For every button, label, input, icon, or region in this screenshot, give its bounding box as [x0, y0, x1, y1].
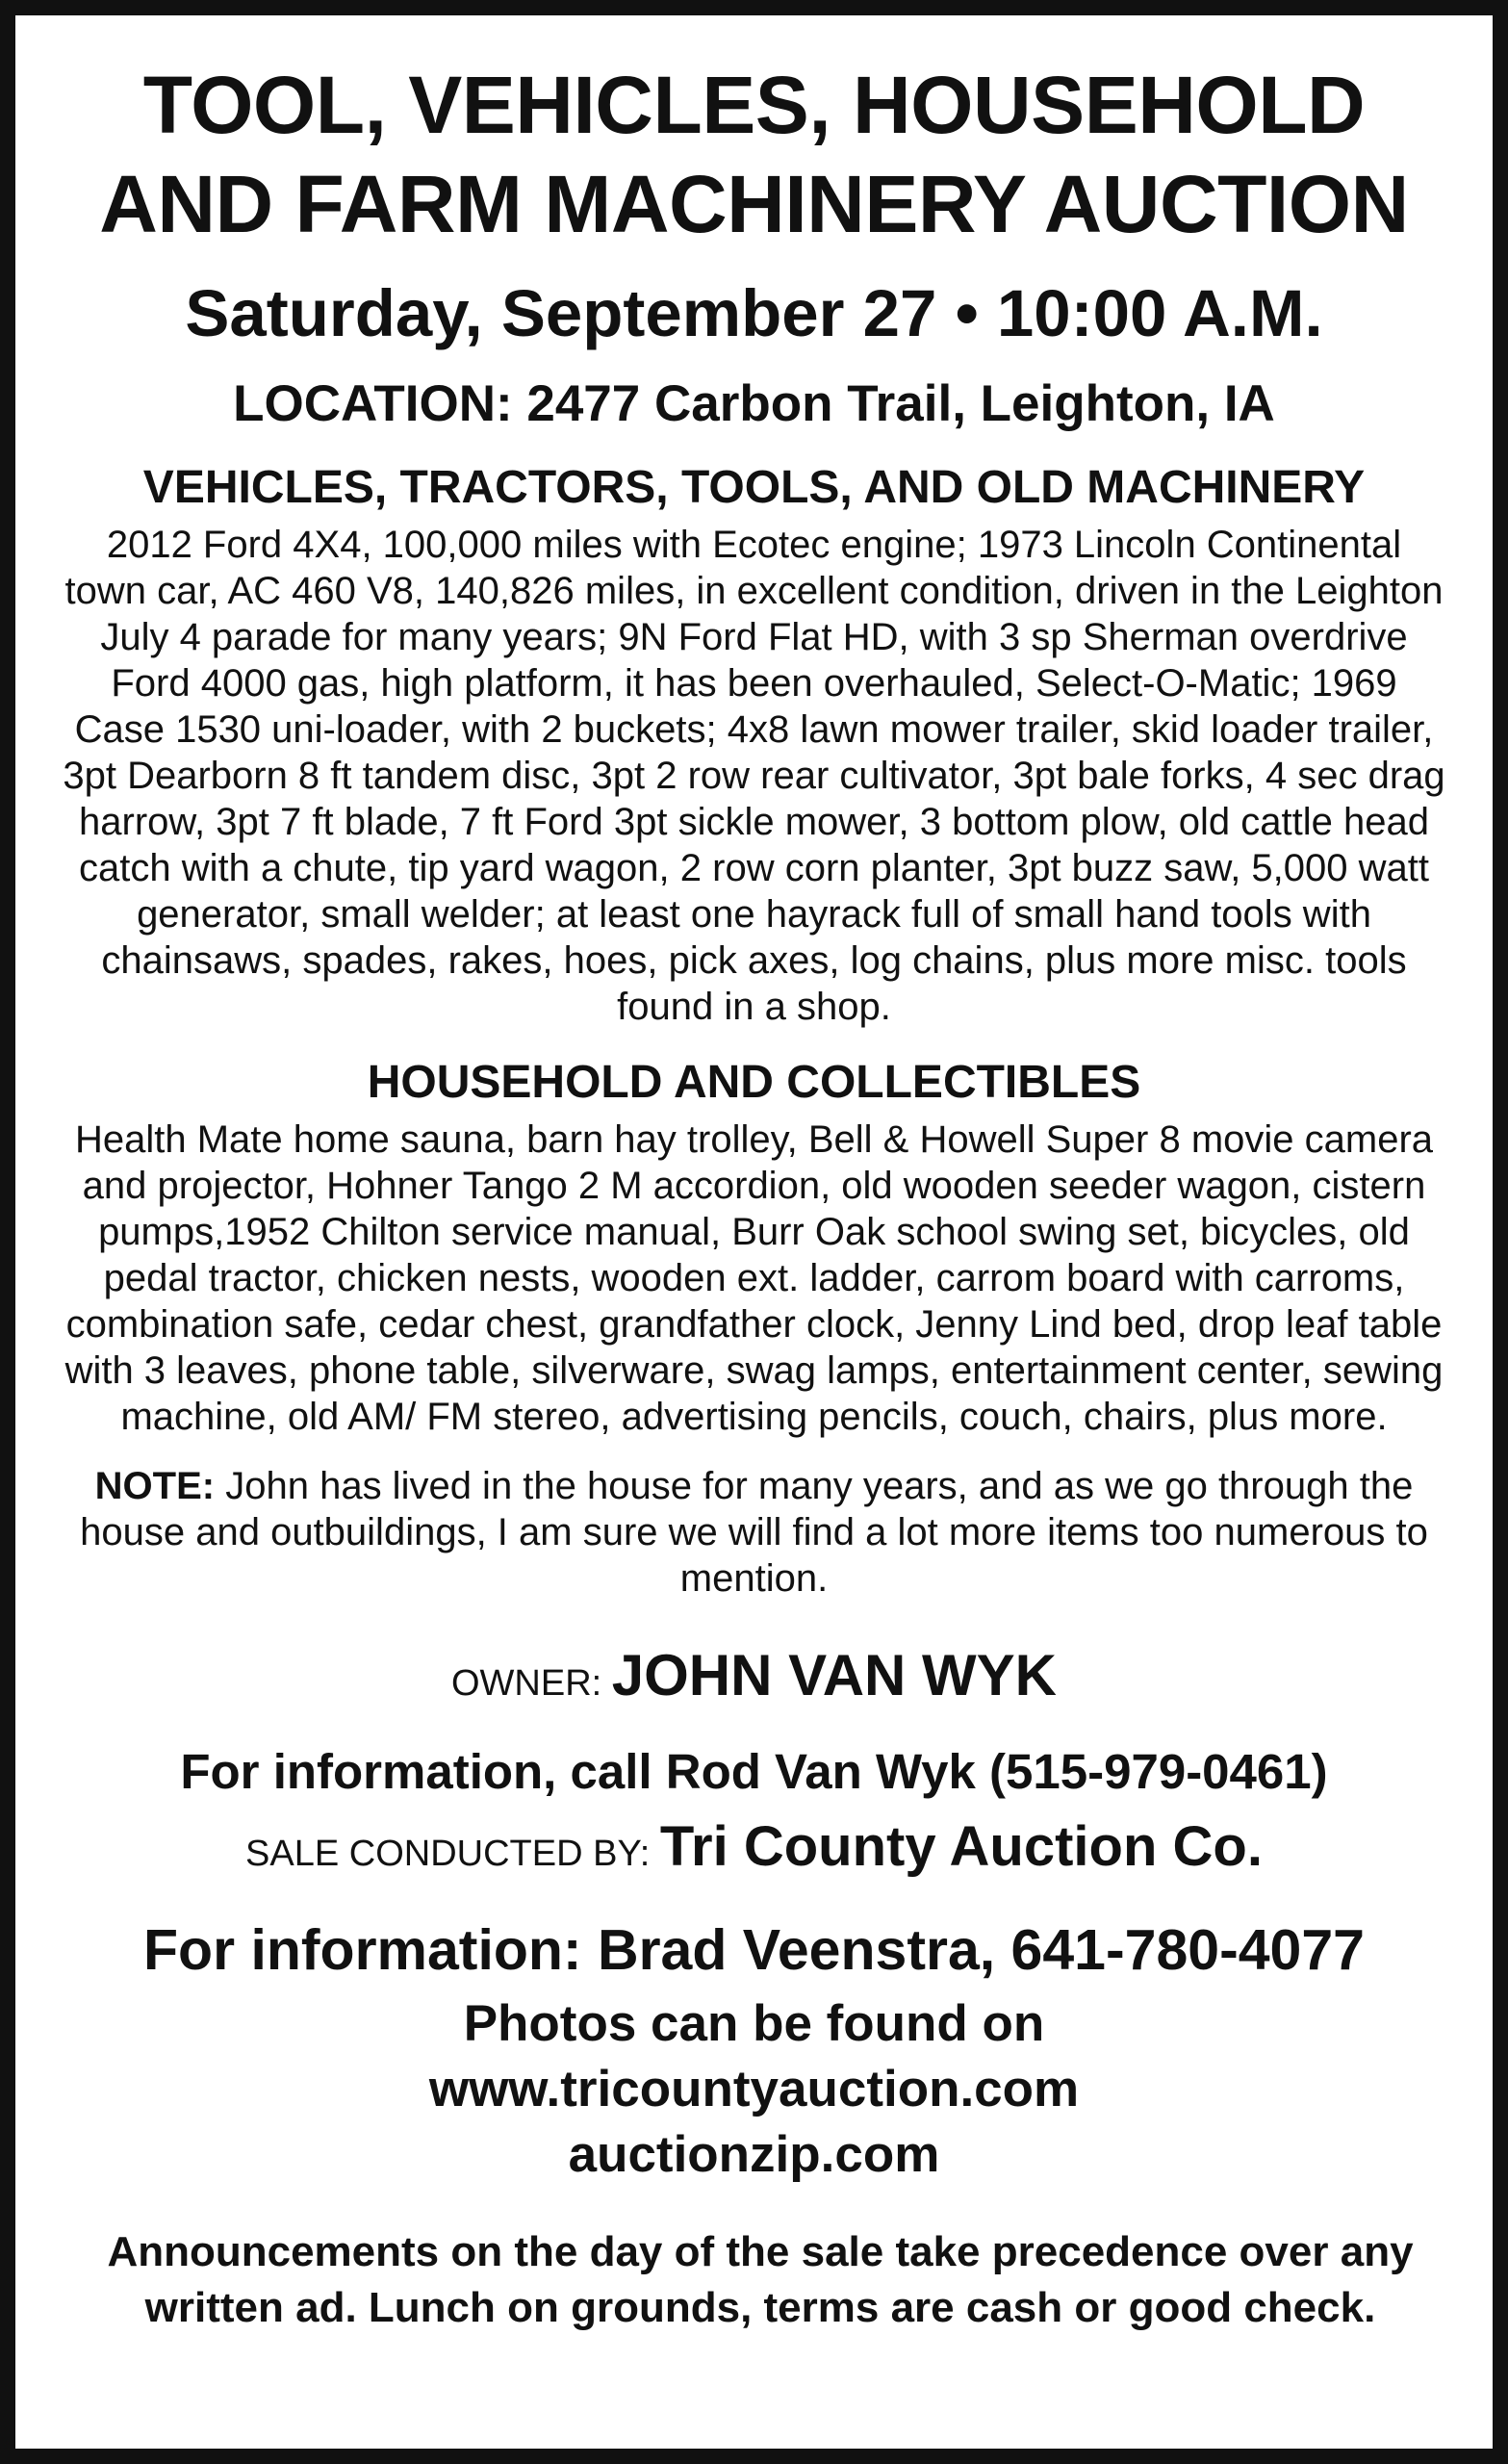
- note-paragraph: [62, 1463, 1447, 1602]
- auction-company: Tri County Auction Co.: [659, 1815, 1263, 1878]
- info-contact-rod: For information, call Rod Van Wyk (515-979-0461): [180, 1744, 1328, 1799]
- footer-line-2: written ad. Lunch on grounds, terms are cash or good check.: [144, 2284, 1376, 2331]
- info-contact-brad: For information: Brad Veenstra, 641-780-4077: [143, 1918, 1365, 1982]
- photos-line: Photos can be found on: [463, 1995, 1045, 2052]
- household-section-heading: HOUSEHOLD AND COLLECTIBLES: [367, 1057, 1141, 1108]
- owner-label: OWNER:: [450, 1663, 612, 1704]
- auction-location: LOCATION: 2477 Carbon Trail, Leighton, IA: [233, 375, 1275, 432]
- sale-label: SALE CONDUCTED BY:: [245, 1834, 660, 1874]
- owner-line: [58, 1642, 1450, 1725]
- footer-line-1: Announcements on the day of the sale take precedence over any: [107, 2228, 1414, 2275]
- note-label: NOTE:: [94, 1465, 216, 1507]
- ad-title: [58, 56, 1450, 254]
- title-line-1: TOOL, VEHICLES, HOUSEHOLD: [142, 60, 1366, 150]
- vehicles-section-text: 2012 Ford 4X4, 100,000 miles with Ecotec engine; 1973 Lincoln Continental town car, AC 460 V8, 140,826 miles, in excellent condition, driven in the Leighton July 4 parade for many years; 9N Ford Flat HD, with 3 sp Sherman overdrive Ford 4000 gas, high platform, it has been overhauled, Select-O-Matic; 1969 Case 1530 uni-loader, with 2 buckets; 4x8 lawn mower trailer, skid loader trailer, 3pt Dearborn 8 ft tandem disc, 3pt 2 row rear cultivator, 3pt bale forks, 4 sec drag harrow, 3pt 7 ft blade, 7 ft Ford 3pt sickle mower, 3 bottom plow, old cattle head catch with a chute, tip yard wagon, 2 row corn planter, 3pt buzz saw, 5,000 watt generator, small welder; at least one hayrack full of small hand tools with chainsaws, spades, rakes, hoes, pick axes, log chains, plus more misc. tools found in a shop.: [63, 524, 1445, 1028]
- sale-conducted-line: [58, 1813, 1450, 1895]
- household-section-text: Health Mate home sauna, barn hay trolley, Bell & Howell Super 8 movie camera and projector, Hohner Tango 2 M accordion, old wooden seeder wagon, cistern pumps,1952 Chilton service manual, Burr Oak school swing set, bicycles, old pedal tractor, chicken nests, wooden ext. ladder, carrom board with carroms, combination safe, cedar chest, grandfather clock, Jenny Lind bed, drop leaf table with 3 leaves, phone table, silverware, swag lamps, entertainment center, sewing machine, old AM/ FM stereo, advertising pencils, couch, chairs, plus more.: [64, 1118, 1444, 1438]
- vehicles-section-heading: VEHICLES, TRACTORS, TOOLS, AND OLD MACHINERY: [142, 462, 1366, 513]
- auction-date-time: Saturday, September 27 • 10:00 A.M.: [185, 276, 1323, 350]
- website-link: www.tricountyauction.com: [428, 2061, 1080, 2118]
- note-text: John has lived in the house for many years, and as we go through the house and outbuildings, I am sure we will find a lot more items too numerous to mention.: [80, 1465, 1428, 1600]
- footer-announcements: [58, 2224, 1463, 2336]
- title-line-2: AND FARM MACHINERY AUCTION: [99, 159, 1409, 249]
- photos-info: [58, 1991, 1450, 2188]
- auctionzip-link: auctionzip.com: [568, 2126, 940, 2183]
- owner-name: JOHN VAN WYK: [611, 1643, 1058, 1707]
